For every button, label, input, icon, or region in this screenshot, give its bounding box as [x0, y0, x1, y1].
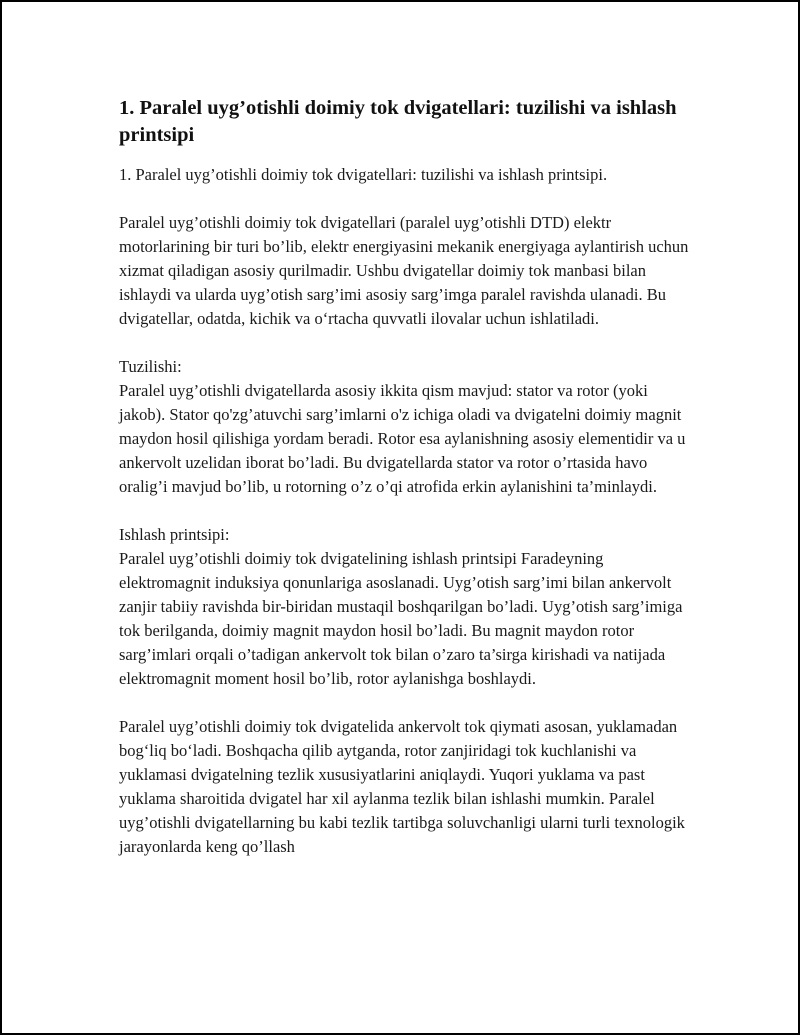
document-subtitle: 1. Paralel uyg’otishli doimiy tok dvigatellari: tuzilishi va ishlash printsipi.: [119, 165, 608, 184]
principle-heading: Ishlash printsipi:: [119, 525, 230, 544]
principle-paragraph: Paralel uyg’otishli doimiy tok dvigatelining ishlash printsipi Faradeyning elektromagnit induksiya qonunlariga asoslanadi. Uyg’otish sarg’imi bilan ankervolt zanjir tabiiy ravishda bir-biridan mustaqil boshqarilgan bo’ladi. Uyg’otish sarg’imiga tok berilganda, doimiy magnit maydon hosil bo’ladi. Bu magnit maydon rotor sarg’imlari orqali o’tadigan ankervolt tok bilan o’zaro ta’sirga kirishadi va natijada elektromagnit moment hosil bo’lib, rotor aylanishga boshlaydi.: [119, 549, 683, 688]
structure-paragraph: Paralel uyg’otishli dvigatellarda asosiy ikkita qism mavjud: stator va rotor (yoki jakob). Stator qo'zg’atuvchi sarg’imlarni o'z ichiga oladi va dvigatelni doimiy magnit maydon hosil qilishiga yordam beradi. Rotor esa aylanishning asosiy elementidir va u ankervolt uzelidan iborat bo’ladi. Bu dvigatellarda stator va rotor o’rtasida havo oralig’i mavjud bo’lib, u rotorning o’z o’qi atrofida erkin aylanishini ta’minlaydi.: [119, 381, 686, 496]
document-body: [119, 95, 691, 859]
closing-paragraph: Paralel uyg’otishli doimiy tok dvigatelida ankervolt tok qiymati asosan, yuklamadan bog‘liq bo‘ladi. Boshqacha qilib aytganda, rotor zanjiridagi tok kuchlanishi va yuklamasi dvigatelning tezlik xususiyatlarini aniqlaydi. Yuqori yuklama va past yuklama sharoitida dvigatel har xil aylanma tezlik bilan ishlashi mumkin. Paralel uyg’otishli dvigatellarning bu kabi tezlik tartibga soluvchanligi ularni turli texnologik jarayonlarda keng qo’llash: [119, 717, 685, 856]
structure-heading: Tuzilishi:: [119, 357, 182, 376]
intro-paragraph: Paralel uyg’otishli doimiy tok dvigatellari (paralel uyg’otishli DTD) elektr motorlarining bir turi bo’lib, elektr energiyasini mekanik energiyaga aylantirish uchun xizmat qiladigan asosiy qurilmadir. Ushbu dvigatellar doimiy tok manbasi bilan ishlaydi va ularda uyg’otish sarg’imi asosiy sarg’imga paralel ravishda ulanadi. Bu dvigatellar, odatda, kichik va o‘rtacha quvvatli ilovalar uchun ishlatiladi.: [119, 213, 689, 328]
document-title: 1. Paralel uyg’otishli doimiy tok dvigatellari: tuzilishi va ishlash printsipi: [119, 97, 677, 146]
